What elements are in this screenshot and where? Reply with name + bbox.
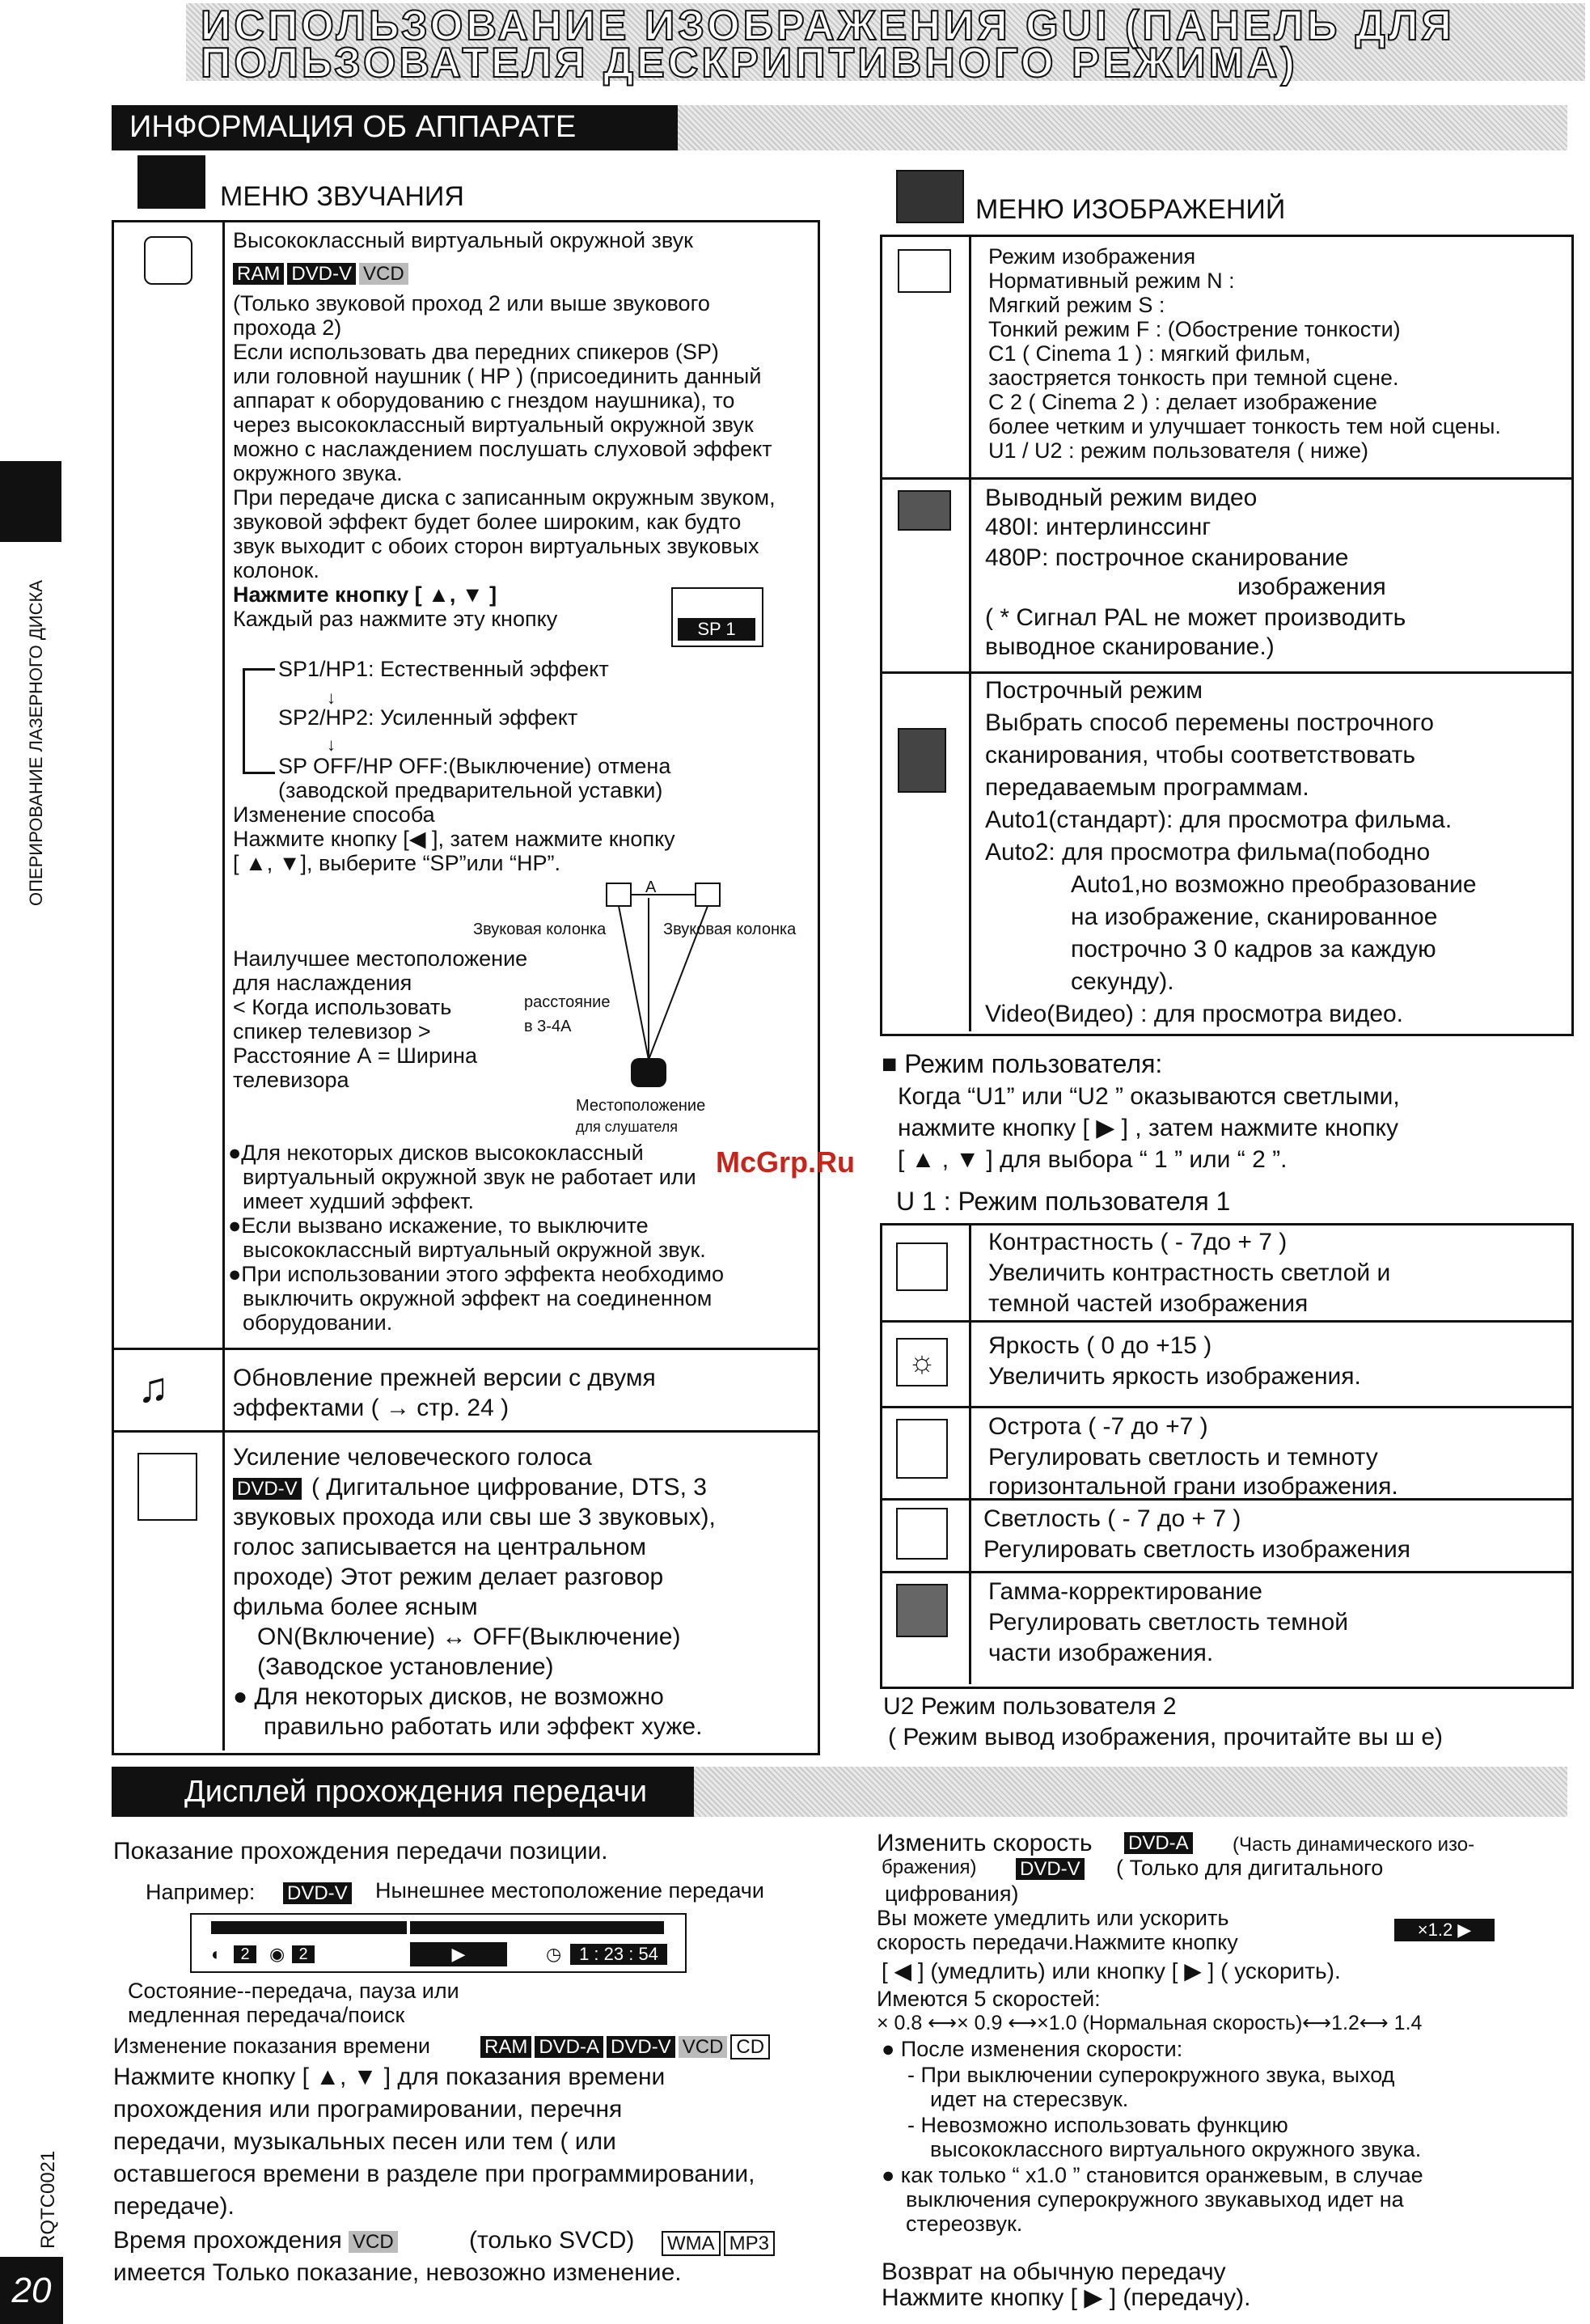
- sharpness-icon: [896, 1419, 948, 1479]
- speed-line: ● После изменения скорости:: [882, 2037, 1183, 2061]
- surround-note: оборудовании.: [243, 1310, 393, 1335]
- badge-mp3: MP3: [724, 2231, 775, 2256]
- badge-dvd-v: DVD-V: [1016, 1858, 1085, 1880]
- change-method-title: Изменение способа: [233, 802, 435, 827]
- speed-note: цифрования): [885, 1882, 1019, 1906]
- badge-cd: CD: [730, 2034, 770, 2059]
- speed-badge-wrap: [1124, 1830, 1196, 1854]
- picture-mode-icon: [898, 249, 951, 293]
- u1-row-line: части изображения.: [988, 1640, 1214, 1666]
- surround-icon: [144, 236, 192, 285]
- mode-line: более четким и улучшает тонкость тем ной сцены.: [988, 414, 1501, 438]
- u2-line: U2 Режим пользователя 2: [883, 1693, 1177, 1720]
- best-line: телевизора: [233, 1068, 349, 1092]
- sp-display-value: SP 1: [678, 618, 755, 641]
- update-line: эффектами ( → стр. 24 ): [233, 1395, 510, 1421]
- speaker-diagram: [453, 874, 809, 1124]
- mode-line: Мягкий режим S :: [988, 293, 1165, 317]
- badge-dvd-v: DVD-V: [287, 263, 356, 285]
- voice-line: (Заводское установление): [257, 1653, 554, 1680]
- speed-note: ( Только для дигитального: [1116, 1856, 1384, 1880]
- mode-line: Тонкий режим F : (Обострение тонкости): [988, 317, 1401, 341]
- update-line: Обновление прежней версии с двумя: [233, 1365, 656, 1391]
- best-line: < Когда использовать: [233, 995, 452, 1019]
- page-header: [186, 2, 1585, 87]
- section-info-title: ИНФОРМАЦИЯ ОБ АППАРАТЕ: [129, 110, 577, 144]
- best-line: Наилучшее местоположение: [233, 946, 528, 971]
- u1-row-line: Острота ( -7 до +7 ): [988, 1413, 1208, 1440]
- chain-arrow: ↓: [327, 688, 336, 708]
- sidebar-tab: [0, 461, 61, 542]
- speed-line: выключения суперокружного звукавыход идет на: [906, 2187, 1404, 2212]
- contrast-icon: [896, 1242, 948, 1291]
- brightness-icon: [896, 1508, 948, 1560]
- time-badges2: [662, 2226, 778, 2258]
- speaker-right-label: Звуковая колонка: [663, 921, 797, 938]
- speed-line: - Невозможно использовать функцию: [907, 2113, 1288, 2137]
- progressive-line: на изображение, сканированное: [1071, 904, 1438, 930]
- user-mode-line: нажмите кнопку [ ▶ ] , затем нажмите кнопку: [898, 1115, 1398, 1141]
- change-method-line: Нажмите кнопку [◀ ], затем нажмите кнопку: [233, 827, 675, 851]
- speed-line: скорость передачи.Нажмите кнопку: [877, 1930, 1238, 1954]
- speed-note: бражения): [882, 1856, 977, 1878]
- time-note: (только SVCD): [469, 2227, 635, 2254]
- best-line: для наслаждения: [233, 971, 412, 995]
- sun-brightness-icon: ☼: [896, 1338, 948, 1386]
- chapter-number: 2: [292, 1945, 315, 1963]
- speed-line: ● как только “ x1.0 ” становится оранжевым, в случае: [882, 2163, 1423, 2187]
- chain-bracket-top: [243, 668, 275, 671]
- user-mode-title: ■ Режим пользователя:: [882, 1049, 1163, 1078]
- table-divider: [222, 220, 225, 1750]
- surround-note: ●Для некоторых дисков высококлассный: [228, 1141, 644, 1165]
- surround-line: можно с наслаждением послушать слуховой эффект: [233, 437, 772, 461]
- u1-row-line: Светлость ( - 7 до + 7 ): [983, 1505, 1241, 1532]
- section-info-hatch: [678, 105, 1567, 150]
- playback-position-display: [190, 1913, 687, 1973]
- listener-label: Местоположение: [576, 1097, 706, 1115]
- return-line: Нажмите кнопку [ ▶ ] (передачу).: [882, 2284, 1251, 2311]
- playback-line: оставшегося времени в разделе при программировании,: [113, 2161, 755, 2187]
- change-time-label: Изменение показания времени: [113, 2034, 431, 2058]
- output-line: 480P: построчное сканирование: [985, 544, 1349, 571]
- badge-vcd: VCD: [679, 2036, 728, 2058]
- surround-note: виртуальный окружной звук не работает или: [243, 1165, 696, 1189]
- surround-badges: [233, 260, 412, 285]
- section-playback-title: Дисплей прохождения передачи: [184, 1775, 648, 1809]
- voice-line: звуковых прохода или свы ше 3 звуковых),: [233, 1504, 716, 1530]
- voice-icon: [137, 1453, 197, 1521]
- mode-line: заостряется тонкость при темной сцене.: [988, 366, 1399, 390]
- row-divider: [880, 671, 1571, 674]
- chapter-icon: ◉: [269, 1944, 285, 1964]
- time-label-line: Время прохождения VCD: [113, 2225, 401, 2256]
- row-divider: [880, 1320, 1571, 1323]
- mode-line: Режим изображения: [988, 244, 1196, 269]
- u1-row-line: Увеличить контрастность светлой и: [988, 1259, 1391, 1286]
- surround-note: ●Если вызвано искажение, то выключите: [228, 1213, 649, 1238]
- video-output-icon: [898, 490, 951, 531]
- playback-line: передаче).: [113, 2193, 235, 2220]
- progressive-icon: [898, 728, 946, 793]
- badge-dvd-a: DVD-A: [1124, 1832, 1193, 1854]
- speed-line: × 0.8 ⟷× 0.9 ⟷×1.0 (Нормальная скорость)⟷1.2⟷ 1.4: [877, 2012, 1423, 2034]
- badge-vcd: VCD: [359, 263, 408, 285]
- position-marker: [407, 1916, 410, 1939]
- table-divider: [969, 235, 971, 1031]
- music-note-icon: ♫: [137, 1365, 199, 1411]
- section-playback-hatch: [694, 1767, 1567, 1817]
- u1-row-line: Увеличить яркость изображения.: [988, 1363, 1361, 1390]
- u1-row-line: Контрастность ( - 7до + 7 ): [988, 1229, 1288, 1255]
- mode-line: U1 / U2 : режим пользователя ( ниже): [988, 438, 1369, 463]
- voice-line: проходе) Этот режим делает разговор: [233, 1564, 664, 1590]
- row-divider: [880, 1406, 1571, 1408]
- row-divider: [880, 1571, 1571, 1573]
- badge-ram: RAM: [233, 263, 284, 285]
- speaker-left-label: Звуковая колонка: [473, 921, 607, 938]
- surround-line: Если использовать два передних спикеров (SP): [233, 340, 719, 364]
- picture-icon: [896, 170, 964, 223]
- speed-line: идет на стересзвук.: [930, 2087, 1129, 2111]
- example-badge-wrap: [283, 1880, 355, 1904]
- title-icon: ◐: [211, 1944, 222, 1964]
- surround-line: через высококлассный виртуальный окружной звук: [233, 413, 754, 437]
- surround-note: ●При использовании этого эффекта необходимо: [228, 1262, 724, 1286]
- u1-title: U 1 : Режим пользователя 1: [896, 1187, 1231, 1216]
- press-instruction: Нажмите кнопку [ ▲, ▼ ]: [233, 582, 497, 607]
- progressive-line: Auto1,но возможно преобразование: [1071, 871, 1477, 898]
- sp-display: [671, 587, 763, 647]
- current-position-label: Нынешнее местоположение передачи: [375, 1878, 764, 1903]
- voice-line: фильма более ясным: [233, 1594, 478, 1620]
- state-line: Состояние--передача, пауза или: [128, 1979, 459, 2003]
- surround-line: (Только звуковой проход 2 или выше звукового: [233, 291, 710, 315]
- surround-line: прохода 2): [233, 315, 342, 340]
- output-line: ( * Сигнал PAL не может производить: [985, 604, 1406, 631]
- chain-sp1: SP1/HP1: Естественный эффект: [278, 657, 609, 681]
- section-playback-bar: [112, 1767, 694, 1817]
- speed-line: [ ◀ ] (умедлить) или кнопку [ ▶ ] ( ускорить).: [882, 1958, 1341, 1983]
- surround-note: выключить окружной эффект на соединенном: [243, 1286, 713, 1310]
- state-line: медленная передача/поиск: [128, 2003, 405, 2027]
- voice-heading: Усиление человеческого голоса: [233, 1444, 592, 1471]
- progressive-line: передаваемым программам.: [985, 774, 1309, 801]
- play-state-icon: ▶: [410, 1942, 507, 1966]
- left-line: [619, 906, 649, 1060]
- surround-note: имеет худший эффект.: [243, 1189, 475, 1213]
- chain-arrow: ↓: [327, 734, 336, 755]
- progressive-line: Auto2: для просмотра фильма(пободно: [985, 839, 1431, 866]
- listener-label: для слушателя: [576, 1119, 679, 1135]
- chain-bracket-bottom: [243, 772, 275, 774]
- best-line: Расстояние А = Ширина: [233, 1043, 477, 1068]
- mode-line: Нормативный режим N :: [988, 269, 1235, 293]
- distance-label: расстояние: [524, 993, 611, 1011]
- row-divider: [112, 1430, 818, 1433]
- chain-sp2: SP2/HP2: Усиленный эффект: [278, 705, 578, 730]
- badge-dvd-v: DVD-V: [607, 2036, 675, 2058]
- page-number: 20: [0, 2257, 63, 2324]
- playback-line: прохождения или програмировании, перечня: [113, 2096, 623, 2123]
- u1-row-line: Гамма-корректирование: [988, 1578, 1262, 1605]
- surround-note: высококлассный виртуальный окружной звук.: [243, 1238, 706, 1262]
- badge-dvd-v: DVD-V: [233, 1478, 302, 1500]
- output-line: 480I: интерлинссинг: [985, 514, 1212, 540]
- u1-row-line: Регулировать светлость изображения: [983, 1536, 1410, 1563]
- playback-line: передачи, музыкальных песен или тем ( или: [113, 2128, 616, 2155]
- speed-line: - При выключении суперокружного звука, выход: [907, 2063, 1395, 2087]
- surround-line: аппарат к оборудованию с гнездом наушника), то: [233, 388, 735, 413]
- surround-line: звуковой эффект будет более широким, как будто: [233, 510, 742, 534]
- mode-line: C 2 ( Cinema 2 ) : делает изображение: [988, 390, 1377, 414]
- time-line2: имеется Только показание, невозожно изменение.: [113, 2259, 682, 2286]
- mode-line: C1 ( Cinema 1 ) : мягкий фильм,: [988, 341, 1311, 366]
- badge-dvd-a: DVD-A: [535, 2036, 603, 2058]
- speed-badge2-wrap: [1016, 1856, 1088, 1880]
- header-title-line2: ПОЛЬЗОВАТЕЛЯ ДЕСКРИПТИВНОГО РЕЖИМА): [201, 40, 1298, 87]
- position-bar: [211, 1921, 664, 1934]
- table-divider: [969, 1223, 971, 1684]
- picture-menu-title: МЕНЮ ИЗОБРАЖЕНИЙ: [975, 194, 1286, 225]
- surround-line: или головной наушник ( HP ) (присоединить данный: [233, 364, 762, 388]
- return-title: Возврат на обычную передачу: [882, 2258, 1226, 2285]
- voice-line: ON(Включение) ↔ OFF(Выключение): [257, 1623, 681, 1650]
- badge-dvd-v: DVD-V: [283, 1882, 352, 1904]
- badge-vcd: VCD: [349, 2231, 398, 2253]
- chain-off-note: (заводской предварительной уставки): [278, 778, 663, 802]
- speed-line: Имеются 5 скоростей:: [877, 1987, 1101, 2011]
- mark-a: A: [645, 878, 657, 896]
- listener-icon: [631, 1058, 666, 1087]
- elapsed-time: 1 : 23 : 54: [570, 1944, 667, 1965]
- each-press-text: Каждый раз нажмите эту кнопку: [233, 607, 558, 631]
- speaker-icon: [137, 155, 205, 209]
- section-info-bar: [112, 105, 678, 150]
- sidebar-label: ОПЕРИРОВАНИЕ ЛАЗЕРНОГО ДИСКА: [26, 580, 46, 906]
- user-mode-line: Когда “U1” или “U2 ” оказываются светлыми,: [898, 1083, 1400, 1110]
- change-time-badges: [480, 2034, 773, 2059]
- speed-display: ×1.2 ▶: [1394, 1919, 1495, 1941]
- playback-line: Нажмите кнопку [ ▲, ▼ ] для показания времени: [113, 2064, 666, 2090]
- output-line: изображения: [1237, 574, 1386, 600]
- speaker-right-icon: [696, 883, 720, 906]
- surround-heading: Высококлассный виртуальный окружной звук: [233, 228, 693, 252]
- example-label: Например:: [146, 1880, 256, 1904]
- row-divider: [112, 1348, 818, 1350]
- progressive-line: построчно 3 0 кадров за каждую: [1071, 936, 1436, 963]
- surround-line: звук выходит с обоих сторон виртуальных звуковых: [233, 534, 759, 558]
- clock-icon: ◷: [546, 1944, 562, 1964]
- playback-intro: Показание прохождения передачи позиции.: [113, 1838, 608, 1865]
- voice-first-line: DVD-V ( Дигитальное цифрование, DTS, 3: [233, 1471, 707, 1503]
- surround-line: окружного звука.: [233, 461, 403, 485]
- gamma-icon: [896, 1584, 948, 1637]
- u1-row-line: Регулировать светлость темной: [988, 1609, 1348, 1636]
- speed-line: стереозвук.: [906, 2212, 1023, 2236]
- speed-line: Вы можете умедлить или ускорить: [877, 1906, 1229, 1930]
- progressive-line: секунду).: [1071, 968, 1174, 995]
- header-title-line1: ИСПОЛЬЗОВАНИЕ ИЗОБРАЖЕНИЯ GUI (ПАНЕЛЬ ДЛЯ: [201, 2, 1455, 49]
- output-line: выводное сканирование.): [985, 633, 1275, 660]
- chain-bracket: [243, 668, 245, 773]
- best-line: спикер телевизор >: [233, 1019, 431, 1043]
- surround-line: При передаче диска с записанным окружным звуком,: [233, 485, 776, 510]
- voice-line: правильно работать или эффект хуже.: [264, 1713, 703, 1740]
- distance-label: в 3-4А: [524, 1018, 572, 1035]
- progressive-line: Выбрать способ перемены построчного: [985, 709, 1434, 736]
- watermark: McGrp.Ru: [716, 1145, 856, 1179]
- speaker-left-icon: [607, 883, 631, 906]
- badge-wma: WMA: [662, 2231, 721, 2256]
- u1-row-line: Яркость ( 0 до +15 ): [988, 1332, 1212, 1359]
- speed-title: Изменить скорость: [877, 1830, 1093, 1856]
- u1-row-line: Регулировать светлость и темноту: [988, 1444, 1378, 1471]
- voice-line: ● Для некоторых дисков, не возможно: [233, 1683, 664, 1710]
- u2-line: ( Режим вывод изображения, прочитайте вы ш е): [888, 1724, 1444, 1750]
- speed-note: (Часть динамического изо-: [1233, 1834, 1475, 1856]
- change-method-line: [ ▲, ▼], выберите “SP”или “HP”.: [233, 851, 560, 875]
- user-mode-line: [ ▲ , ▼ ] для выбора “ 1 ” или “ 2 ”.: [898, 1146, 1288, 1173]
- progressive-line: сканирования, чтобы соответствовать: [985, 742, 1415, 768]
- surround-line: колонок.: [233, 558, 319, 582]
- progressive-line: Video(Видео) : для просмотра видео.: [985, 1001, 1404, 1027]
- u1-row-line: темной частей изображения: [988, 1290, 1309, 1317]
- output-line: Выводный режим видео: [985, 485, 1258, 511]
- sound-menu-title: МЕНЮ ЗВУЧАНИЯ: [220, 181, 464, 212]
- speed-line: высококлассного виртуального окружного звука.: [930, 2137, 1422, 2161]
- title-number: 2: [234, 1945, 256, 1963]
- chain-off: SP OFF/HP OFF:(Выключение) отмена: [278, 754, 671, 778]
- badge-ram: RAM: [480, 2036, 531, 2058]
- row-divider: [880, 477, 1571, 480]
- progressive-line: Auto1(стандарт): для просмотра фильма.: [985, 806, 1453, 833]
- voice-line: голос записывается на центральном: [233, 1534, 646, 1560]
- progressive-line: Построчный режим: [985, 677, 1203, 704]
- u1-row-line: горизонтальной грани изображения.: [988, 1473, 1398, 1500]
